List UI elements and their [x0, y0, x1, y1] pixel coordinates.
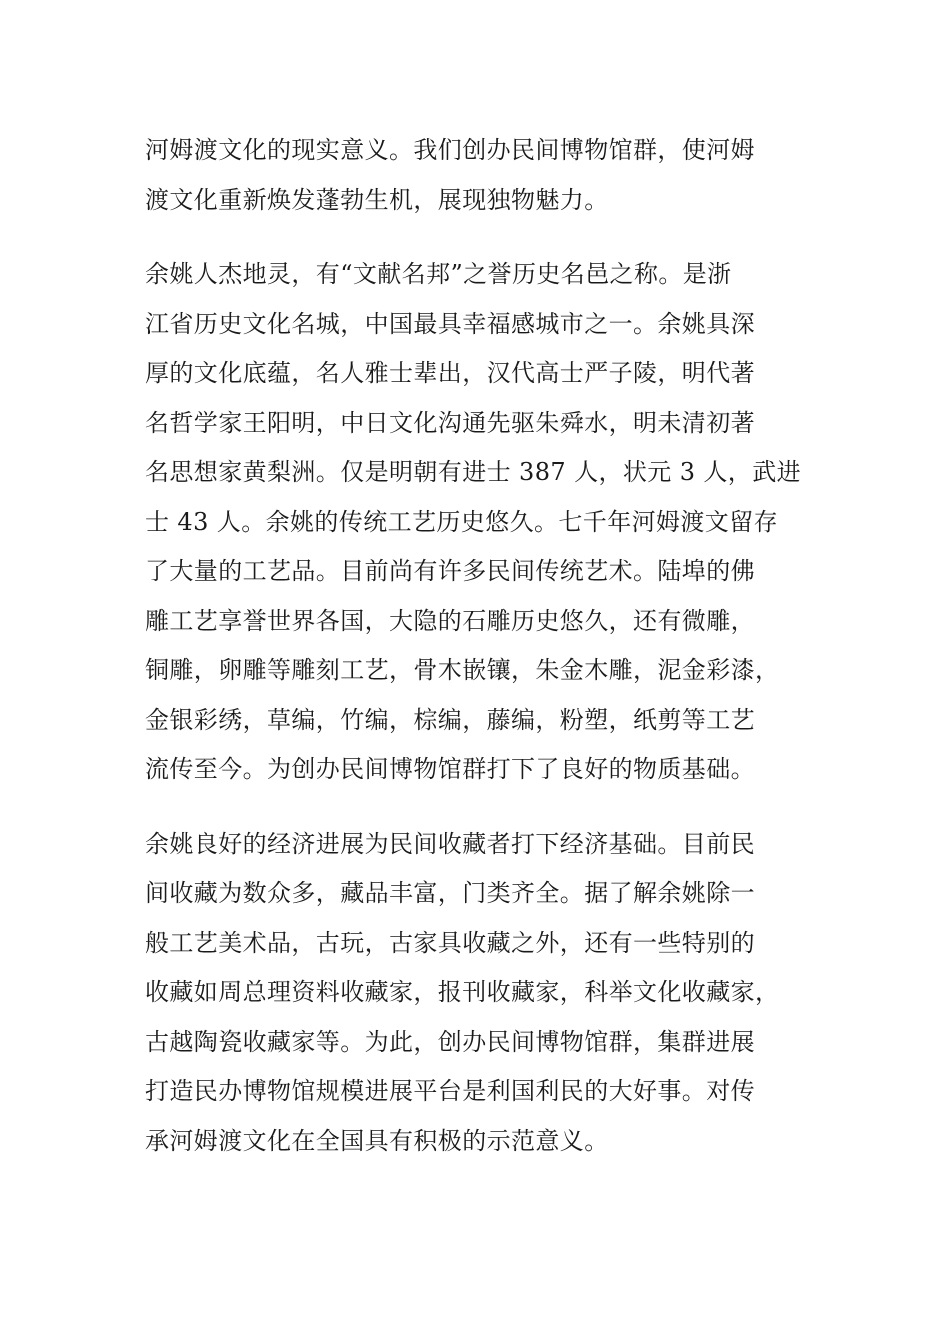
text-line: 金银彩绣，草编，竹编，棕编，藤编，粉塑，纸剪等工艺 [145, 705, 755, 734]
text-line: 铜雕，卵雕等雕刻工艺，骨木嵌镶，朱金木雕，泥金彩漆， [145, 656, 780, 684]
text-line: 了大量的工艺品。目前尚有许多民间传统艺术。陆埠的佛 [145, 557, 755, 585]
text-line: 收藏如周总理资料收藏家，报刊收藏家，科举文化收藏家， [145, 978, 780, 1006]
paragraph-2 [145, 250, 807, 795]
text-line: 余姚人杰地灵，有“文献名邦”之誉历史名邑之称。是浙 [145, 260, 732, 288]
text-line: 般工艺美术品，古玩，古家具收藏之外，还有一些特别的 [145, 928, 755, 957]
text-line: 打造民办博物馆规模进展平台是利国利民的大好事。对传 [145, 1077, 755, 1105]
text-line: 承河姆渡文化在全国具有积极的示范意义。 [145, 1126, 609, 1155]
text-line: 名哲学家王阳明，中日文化沟通先驱朱舜水，明未清初著 [145, 408, 755, 437]
text-line: 间收藏为数众多，藏品丰富，门类齐全。据了解余姚除一 [145, 879, 755, 907]
text-line: 雕工艺享誉世界各国，大隐的石雕历史悠久，还有微雕， [145, 606, 755, 635]
text-line: 士 43 人。余姚的传统工艺历史悠久。七千年河姆渡文留存 [145, 507, 778, 536]
paragraph-1 [145, 126, 807, 225]
text-line: 流传至今。为创办民间博物馆群打下了良好的物质基础。 [145, 755, 755, 783]
text-line: 余姚良好的经济进展为民间收藏者打下经济基础。目前民 [145, 829, 755, 858]
text-line: 江省历史文化名城，中国最具幸福感城市之一。余姚具深 [145, 309, 755, 338]
text-line: 渡文化重新焕发蓬勃生机，展现独物魅力。 [145, 185, 609, 214]
text-line: 河姆渡文化的现实意义。我们创办民间博物馆群，使河姆 [145, 136, 755, 164]
text-line: 名思想家黄梨洲。仅是明朝有进士 387 人，状元 3 人，武进 [145, 458, 801, 486]
text-line: 古越陶瓷收藏家等。为此，创办民间博物馆群，集群进展 [145, 1027, 755, 1056]
paragraph-3 [145, 820, 807, 1167]
text-line: 厚的文化底蕴，名人雅士辈出，汉代高士严子陵，明代著 [145, 359, 755, 387]
document-body [145, 126, 807, 1166]
